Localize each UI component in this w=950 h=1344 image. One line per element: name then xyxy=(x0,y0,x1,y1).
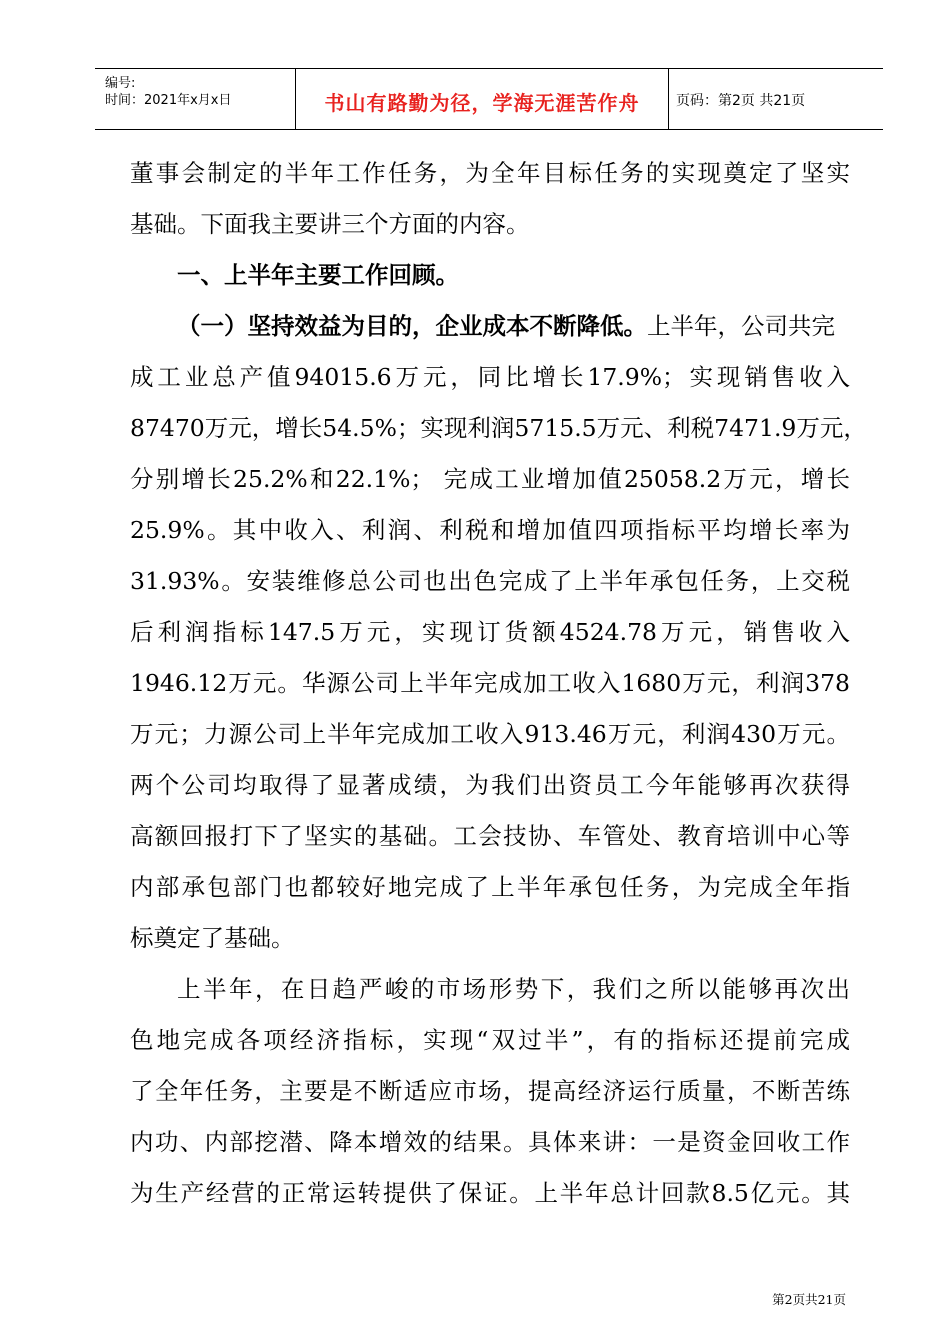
body-line: 色地完成各项经济指标，实现“双过半”，有的指标还提前完成 xyxy=(130,1026,850,1054)
body-line: 31.93%。安装维修总公司也出色完成了上半年承包任务，上交税 xyxy=(130,567,850,595)
body-line: 为生产经营的正常运转提供了保证。上半年总计回款8.5亿元。其 xyxy=(130,1179,850,1207)
header-meta xyxy=(95,69,295,129)
subheading-line xyxy=(130,301,850,352)
body-line: 两个公司均取得了显著成绩，为我们出资员工今年能够再次获得 xyxy=(130,771,850,799)
header-page-label: 页码：第2页 共21页 xyxy=(676,93,806,109)
body-line: 内部承包部门也都较好地完成了上半年承包任务，为完成全年指 xyxy=(130,873,850,901)
body-line: 1946.12万元。华源公司上半年完成加工收入1680万元，利润378 xyxy=(130,669,850,697)
page-header xyxy=(95,68,883,130)
header-motto: 书山有路勤为径，学海无涯苦作舟 xyxy=(324,91,640,115)
header-page-cell xyxy=(668,69,883,129)
time-label: 时间：2021年x月x日 xyxy=(105,93,232,108)
body-line: 高额回报打下了坚实的基础。工会技协、车管处、教育培训中心等 xyxy=(130,822,850,850)
body-line: 基础。下面我主要讲三个方面的内容。 xyxy=(130,210,530,238)
body-line: 内功、内部挖潜、降本增效的结果。具体来讲：一是资金回收工作 xyxy=(130,1128,850,1156)
section-heading: 一、上半年主要工作回顾。 xyxy=(177,261,459,289)
body-line: 成工业总产值94015.6万元，同比增长17.9%；实现销售收入 xyxy=(130,363,850,391)
body-line: 了全年任务，主要是不断适应市场，提高经济运行质量，不断苦练 xyxy=(130,1077,850,1105)
body-line: 25.9%。其中收入、利润、利税和增加值四项指标平均增长率为 xyxy=(130,516,850,544)
body-line: 分别增长25.2%和22.1%； 完成工业增加值25058.2万元，增长 xyxy=(130,465,850,493)
subheading-title: （一）坚持效益为目的，企业成本不断降低。 xyxy=(177,312,647,340)
page-footer: 第2页共21页 xyxy=(772,1292,846,1307)
body-line: 万元；力源公司上半年完成加工收入913.46万元，利润430万元。 xyxy=(130,720,850,748)
body-line: 后利润指标147.5万元，实现订货额4524.78万元，销售收入 xyxy=(130,618,850,646)
body-line: 标奠定了基础。 xyxy=(130,924,295,952)
body-line: 87470万元，增长54.5%；实现利润5715.5万元、利税7471.9万元， xyxy=(130,414,867,442)
document-body xyxy=(130,148,867,1219)
serial-label: 编号: xyxy=(105,76,136,91)
paragraph-start: 上半年，在日趋严峻的市场形势下，我们之所以能够再次出 xyxy=(177,975,850,1003)
body-line: 董事会制定的半年工作任务，为全年目标任务的实现奠定了坚实 xyxy=(130,159,850,187)
header-motto-cell xyxy=(295,69,669,129)
subheading-text: 上半年，公司共完 xyxy=(647,312,835,340)
